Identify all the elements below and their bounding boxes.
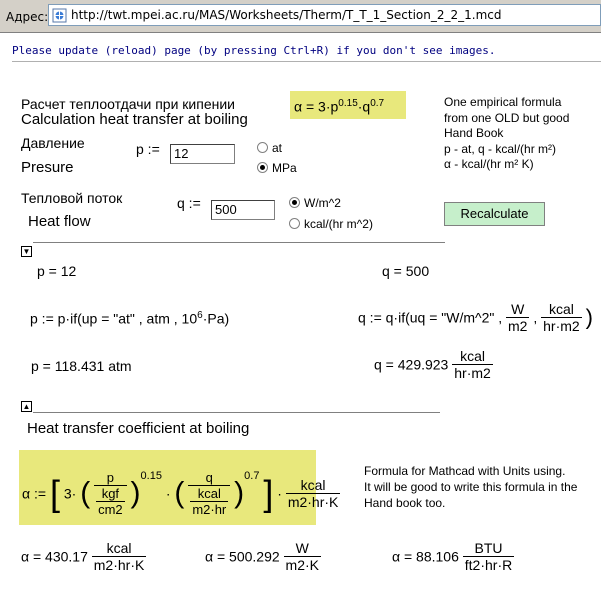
radio-at[interactable]: [257, 142, 268, 153]
answer-btu: α = 88.106 $\frac{\text{BTU}}{ft2\cdot hr\cdot R}$: [392, 540, 513, 573]
divider: [12, 61, 601, 62]
collapse-up-icon[interactable]: ▲: [22, 402, 31, 411]
heatflow-label-en: Heat flow: [28, 213, 91, 230]
address-url[interactable]: http://twt.mpei.ac.ru/MAS/Worksheets/Therm/T_T_1_Section_2_2_1.mcd: [71, 8, 502, 22]
q-echo: q = 500: [382, 263, 430, 279]
page-icon: [52, 8, 67, 23]
radio-at-label: at: [272, 141, 283, 155]
q-conversion: q := q·if(uq = "W/m^2" , $\frac{W}{m2}$ , $\frac{\text{kcal}}{hr\cdot m2}$ ): [358, 301, 593, 334]
p-echo: p = 12: [37, 263, 77, 279]
radio-kcal[interactable]: [289, 218, 300, 229]
empirical-formula: $\alpha = 3\cdot p^{0.15}\cdot q^{0.7}$: [290, 91, 406, 119]
heatflow-input[interactable]: 500: [211, 200, 275, 220]
address-bar: [0, 0, 601, 33]
region-divider: [33, 242, 445, 243]
p-conversion: p := p·if(up = "at" , atm , $10^6\cdot Pa$): [30, 310, 230, 327]
pressure-var: p :=: [136, 141, 160, 157]
pressure-label-en: Presure: [21, 159, 74, 176]
radio-wm2-label: W/m^2: [304, 196, 341, 210]
address-input[interactable]: [48, 4, 601, 26]
title-ru: Расчет теплоотдачи при кипении: [21, 96, 235, 112]
heatflow-var: q :=: [177, 195, 201, 211]
collapse-down-icon[interactable]: ▼: [22, 247, 31, 256]
title-en: Calculation heat transfer at boiling: [21, 111, 248, 128]
alpha-formula: α := [ 3· ( $\frac{p}{\frac{\text{kgf}}{cm2}}$ )$^{0.15}$ · ( $\frac{q}{\frac{\text{kcal}}{m2\cdot hr}}$ )$^{0.7}$ ] · $\frac{\text{kcal}}{m2\cdot hr\cdot K}$: [19, 450, 316, 525]
answer-kcal: α = 430.17 $\frac{\text{kcal}}{m2\cdot hr\cdot K}$: [21, 540, 145, 573]
recalculate-button[interactable]: Recalculate: [444, 202, 545, 226]
radio-mpa-label: MPa: [272, 161, 297, 175]
radio-mpa[interactable]: [257, 162, 268, 173]
pressure-input[interactable]: 12: [170, 144, 235, 164]
heatflow-label-ru: Тепловой поток: [21, 190, 123, 206]
p-result: p = 118.431 atm: [31, 358, 132, 374]
formula2-note: Formula for Mathcad with Units using. It will be good to write this formula in the Hand book too.: [364, 464, 578, 510]
radio-kcal-label: kcal/(hr m^2): [304, 217, 373, 231]
radio-wm2[interactable]: [289, 197, 300, 208]
section-title: Heat transfer coefficient at boiling: [27, 420, 250, 437]
address-label: Адрес:: [6, 10, 49, 24]
formula-note: One empirical formula from one OLD but good Hand Book p - at, q - kcal/(hr m²) α - kcal/(hr m² K): [444, 95, 570, 171]
reload-notice: Please update (reload) page (by pressing Ctrl+R) if you don't see images.: [12, 44, 496, 57]
region-divider-2: [33, 412, 440, 413]
pressure-label-ru: Давление: [21, 135, 85, 151]
answer-watt: α = 500.292 $\frac{W}{m2\cdot K}$: [205, 540, 319, 573]
q-result: q = 429.923 $\frac{\text{kcal}}{hr\cdot m2}$: [374, 348, 491, 381]
